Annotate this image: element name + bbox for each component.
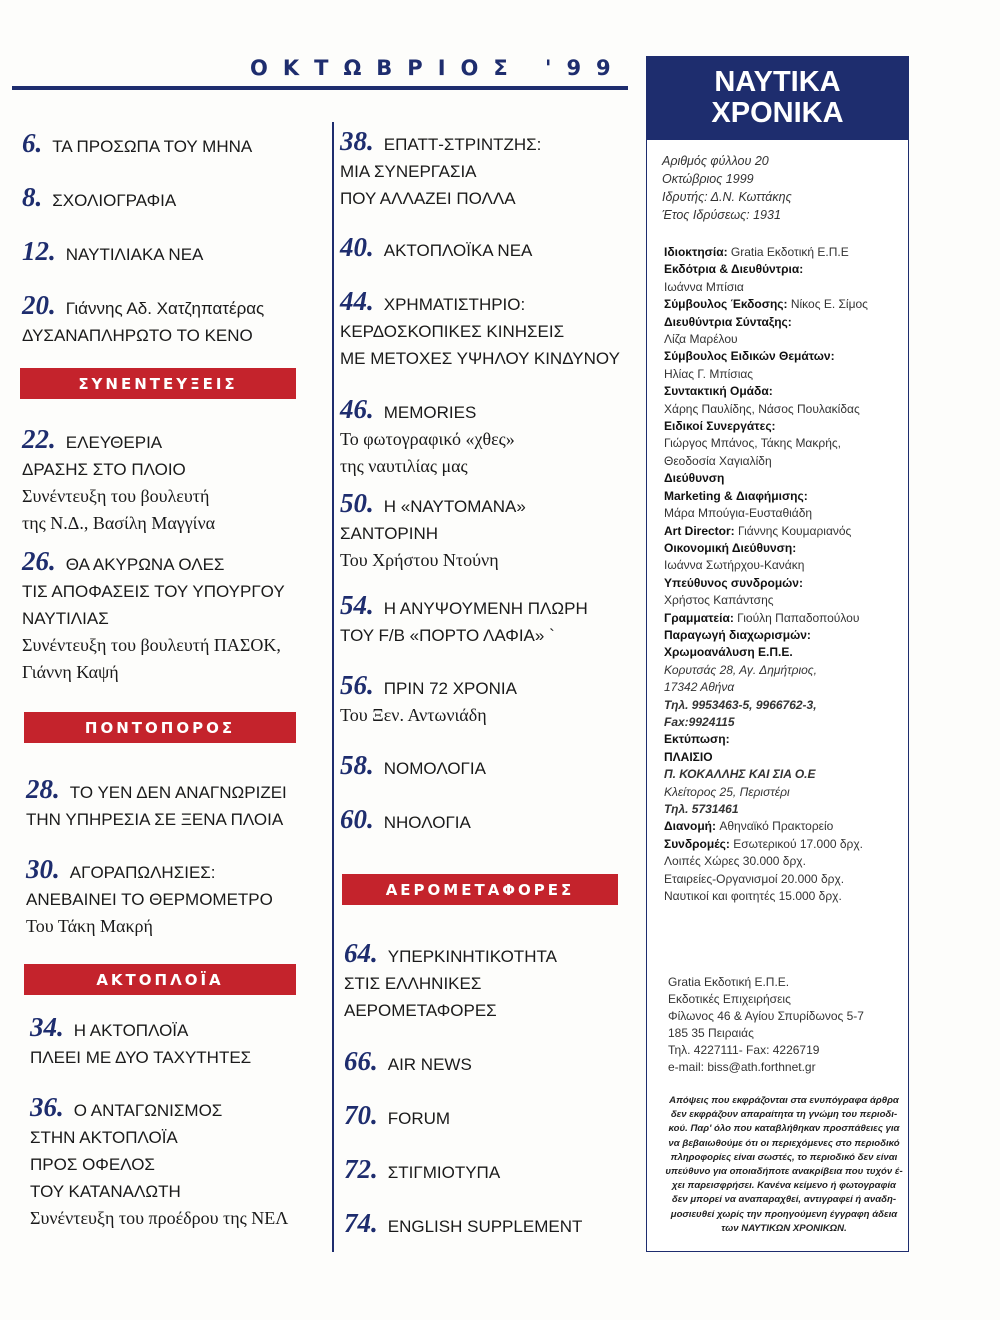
entry-title-line xyxy=(340,622,588,649)
disclaimer-line: των ΝΑΥΤΙΚΩΝ ΧΡΟΝΙΚΩΝ. xyxy=(721,1222,847,1234)
credit-line xyxy=(664,836,904,853)
entry-text: Ο ΑΝΤΑΓΩΝΙΣΜΟΣ xyxy=(73,1101,223,1120)
credit-value: Κορυτσάς 28, Αγ. Δημήτριος, xyxy=(664,662,817,677)
toc-entry[interactable] xyxy=(340,128,541,212)
credit-value: Θεοδοσία Χαγιαλίδη xyxy=(664,453,772,468)
entry-text: ΣΑΝΤΟΡΙΝΗ xyxy=(340,524,439,543)
section-band-ocean-going: ΠΟΝΤΟΠΟΡΟΣ xyxy=(24,712,296,743)
entry-text: ΕΠΑΤΤ-ΣΤΡΙΝΤΖΗΣ: xyxy=(383,135,542,154)
page-number: 44. xyxy=(340,286,374,316)
entry-title-line xyxy=(22,426,215,456)
toc-entry[interactable] xyxy=(344,1210,582,1240)
entry-title-line xyxy=(30,1094,288,1124)
credit-value: Γιάννης Κουμαριανός xyxy=(738,523,852,538)
entry-text: ΑΚΤΟΠΛΟΪΚΑ ΝΕΑ xyxy=(383,241,533,260)
credit-value: Λοιπές Χώρες 30.000 δρχ. xyxy=(664,854,806,869)
credit-role: Σύμβουλος Ειδικών Θεμάτων: xyxy=(664,349,835,364)
entry-title-line xyxy=(340,806,471,836)
toc-entry[interactable] xyxy=(22,238,203,268)
section-band-coastal-shipping: ΑΚΤΟΠΛΟΪΑ xyxy=(24,964,296,995)
page-number: 70. xyxy=(344,1100,378,1130)
credit-line xyxy=(664,662,904,679)
entry-text: ΣΤΗΝ ΑΚΤΟΠΛΟΪΑ xyxy=(30,1128,178,1147)
toc-entry[interactable] xyxy=(340,490,526,574)
credit-value: Εταιρείες-Οργανισμοί 20.000 δρχ. xyxy=(664,871,845,886)
credit-value: Γιούλη Παπαδοπούλου xyxy=(737,610,860,625)
credit-value: Κλείτορος 25, Περιστέρι xyxy=(664,784,790,799)
page-number: 28. xyxy=(26,774,60,804)
entry-text: ΑΕΡΟΜΕΤΑΦΟΡΕΣ xyxy=(344,1001,497,1020)
credit-role: Εκδότρια & Διευθύντρια: xyxy=(664,262,804,277)
entry-text: ΔΡΑΣΗΣ ΣΤΟ ΠΛΟΙΟ xyxy=(22,460,186,479)
entry-text: Το φωτογραφικό «χθες» xyxy=(340,429,515,449)
disclaimer-line: να βεβαιωθούμε ότι οι περιεχόμενες στο περιοδικό xyxy=(668,1137,900,1149)
page-number: 12. xyxy=(22,236,56,266)
section-band-interviews: ΣΥΝΕΝΤΕΥΞΕΙΣ xyxy=(20,368,296,399)
logo-line: ΝΑΥΤΙΚΑ xyxy=(714,66,841,98)
meta-line: Οκτώβριος 1999 xyxy=(662,172,754,186)
page-number: 8. xyxy=(22,182,43,212)
credit-line xyxy=(664,366,904,383)
entry-title-line xyxy=(26,886,273,913)
entry-text: ΤΑ ΠΡΟΣΩΠΑ ΤΟΥ ΜΗΝΑ xyxy=(52,137,253,156)
entry-title-line xyxy=(22,659,285,686)
toc-entry[interactable] xyxy=(340,288,620,372)
publisher-address xyxy=(668,974,864,1076)
toc-entry[interactable] xyxy=(340,752,486,782)
legal-disclaimer xyxy=(662,1094,906,1236)
toc-entry[interactable] xyxy=(22,548,285,686)
entry-text: ΕΛΕΥΘΕΡΙΑ xyxy=(65,433,163,452)
page-number: 46. xyxy=(340,394,374,424)
entry-text: AIR NEWS xyxy=(387,1055,472,1074)
entry-text: ΤΟΥ F/B «ΠΟΡΤΟ ΛΑΦΙΑ» ` xyxy=(340,626,555,645)
credit-line xyxy=(664,279,904,296)
address-line: Gratia Εκδοτική Ε.Π.Ε. xyxy=(668,975,790,989)
page-number: 20. xyxy=(22,290,56,320)
credit-line xyxy=(664,801,904,818)
entry-text: Συνέντευξη του βουλευτή xyxy=(22,486,210,506)
entry-text: ΤΟ ΥΕΝ ΔΕΝ ΑΝΑΓΝΩΡΙΖΕΙ xyxy=(69,783,287,802)
entry-text: ΤΙΣ ΑΠΟΦΑΣΕΙΣ ΤΟΥ ΥΠΟΥΡΓΟΥ xyxy=(22,582,285,601)
entry-text: ΠΡΙΝ 72 ΧΡΟΝΙΑ xyxy=(383,679,517,698)
credit-role: Art Director: xyxy=(664,523,739,538)
entry-title-line xyxy=(30,1124,288,1151)
entry-text: ΠΛΕΕΙ ΜΕ ΔΥΟ ΤΑΧΥΤΗΤΕΣ xyxy=(30,1048,252,1067)
entry-text: Συνέντευξη του βουλευτή ΠΑΣΟΚ, xyxy=(22,635,281,655)
entry-text: ΘΑ ΑΚΥΡΩΝΑ ΟΛΕΣ xyxy=(65,555,225,574)
entry-text: FORUM xyxy=(387,1109,451,1128)
disclaimer-line: μοσιευθεί χωρίς την προηγούμενη έγγραφη άδεια xyxy=(670,1208,898,1220)
entry-text: ΚΕΡΔΟΣΚΟΠΙΚΕΣ ΚΙΝΗΣΕΙΣ xyxy=(340,322,565,341)
disclaimer-line: Απόψεις που εκφράζονται στα ενυπόγραφα άρθρα xyxy=(669,1095,899,1106)
header-rule xyxy=(12,86,628,90)
address-line: Τηλ. 4227111- Fax: 4226719 xyxy=(668,1043,820,1057)
toc-entry[interactable] xyxy=(344,940,557,1024)
address-line: Εκδοτικές Επιχειρήσεις xyxy=(668,992,791,1006)
page-number: 56. xyxy=(340,670,374,700)
entry-title-line xyxy=(344,997,557,1024)
credit-role: Παραγωγή διαχωρισμών: xyxy=(664,627,811,642)
entry-title-line xyxy=(344,1102,450,1132)
credit-role: Σύμβουλος Έκδοσης: xyxy=(664,297,791,312)
entry-title-line xyxy=(340,672,517,702)
credit-role: Συντακτική Ομάδα: xyxy=(664,384,773,399)
credit-value: Αθηναϊκό Πρακτορείο xyxy=(719,819,834,834)
toc-entry[interactable] xyxy=(30,1014,251,1071)
address-line[interactable]: e-mail: biss@ath.forthnet.gr xyxy=(668,1060,816,1074)
credit-value: Τηλ. 9953463-5, 9966762-3, xyxy=(664,697,817,712)
entry-text: ΑΓΟΡΑΠΩΛΗΣΙΕΣ: xyxy=(69,863,216,882)
disclaimer-line: πληροφορίες είναι σωστές, το περιοδικό δεν είναι xyxy=(670,1151,898,1163)
credit-line xyxy=(664,749,904,766)
entry-text: ΝΑΥΤΙΛΙΑΚΑ ΝΕΑ xyxy=(65,245,204,264)
entry-title-line xyxy=(30,1178,288,1205)
credit-role: Ειδικοί Συνεργάτες: xyxy=(664,419,776,434)
entry-title-line xyxy=(340,185,541,212)
entry-title-line xyxy=(340,426,515,453)
credit-line xyxy=(664,627,904,644)
entry-title-line xyxy=(26,776,287,806)
entry-text: της ναυτιλίας μας xyxy=(340,456,468,476)
credit-line xyxy=(664,418,904,435)
disclaimer-line: δεν μπορεί να αναπαραχθεί, αντιγραφεί ή αναδη- xyxy=(671,1194,897,1206)
magazine-logo xyxy=(646,56,909,140)
toc-entry[interactable] xyxy=(22,130,252,160)
credit-value: Ναυτικοί και φοιτητές 15.000 δρχ. xyxy=(664,889,842,904)
entry-text: ΥΠΕΡΚΙΝΗΤΙΚΟΤΗΤΑ xyxy=(387,947,557,966)
credit-line xyxy=(664,784,904,801)
entry-title-line xyxy=(22,548,285,578)
entry-title-line xyxy=(344,970,557,997)
entry-title-line xyxy=(30,1205,288,1232)
credit-role: Χρωμοανάλυση Ε.Π.Ε. xyxy=(664,645,793,660)
toc-entry[interactable] xyxy=(22,292,264,349)
page-number: 34. xyxy=(30,1012,64,1042)
credit-line xyxy=(664,540,904,557)
entry-title-line xyxy=(26,856,273,886)
issue-month: ΟΚΤΩΒΡΙΟΣ '99 xyxy=(250,56,626,80)
credit-value: Ιωάννα Μπίσια xyxy=(664,279,744,294)
credit-line xyxy=(664,679,904,696)
credit-line xyxy=(664,575,904,592)
toc-entry[interactable] xyxy=(340,672,517,729)
entry-text: ENGLISH SUPPLEMENT xyxy=(387,1217,583,1236)
entry-title-line xyxy=(22,510,215,537)
entry-title-line xyxy=(340,345,620,372)
credit-role: Εκτύπωση: xyxy=(664,732,730,747)
credit-line xyxy=(664,244,904,261)
credit-line xyxy=(664,383,904,400)
page-number: 66. xyxy=(344,1046,378,1076)
entry-title-line xyxy=(340,752,486,782)
entry-title-line xyxy=(340,592,588,622)
meta-line: Ιδρυτής: Δ.Ν. Κωττάκης xyxy=(662,190,792,204)
page-number: 74. xyxy=(344,1208,378,1238)
credit-line xyxy=(664,731,904,748)
disclaimer-line: υπεύθυνο για οποιαδήποτε ανακρίβεια που τυχόν έ- xyxy=(665,1166,903,1178)
credit-line xyxy=(664,818,904,835)
entry-title-line xyxy=(22,483,215,510)
entry-title-line xyxy=(22,578,285,605)
entry-title-line xyxy=(344,1048,472,1078)
entry-title-line xyxy=(340,520,526,547)
toc-entry[interactable] xyxy=(344,1102,450,1132)
credit-value: Gratia Εκδοτική Ε.Π.Ε xyxy=(730,245,849,259)
entry-title-line xyxy=(22,238,203,268)
entry-text: ΧΡΗΜΑΤΙΣΤΗΡΙΟ: xyxy=(383,295,526,314)
credit-value: Ιωάννα Σωτήρχου-Κανάκη xyxy=(664,558,805,573)
entry-title-line xyxy=(340,234,532,264)
credit-line xyxy=(664,557,904,574)
entry-title-line xyxy=(344,1156,500,1186)
page-number: 6. xyxy=(22,128,43,158)
entry-title-line xyxy=(30,1014,251,1044)
entry-text: Του Τάκη Μακρή xyxy=(26,916,153,936)
entry-text: ΠΟΥ ΑΛΛΑΖΕΙ ΠΟΛΛΑ xyxy=(340,189,516,208)
credit-line xyxy=(664,853,904,870)
entry-text: ΤΟΥ ΚΑΤΑΝΑΛΩΤΗ xyxy=(30,1182,181,1201)
entry-text: ΑΝΕΒΑΙΝΕΙ ΤΟ ΘΕΡΜΟΜΕΤΡΟ xyxy=(26,890,273,909)
entry-title-line xyxy=(344,1210,582,1240)
page-number: 58. xyxy=(340,750,374,780)
entry-title-line xyxy=(340,318,620,345)
credit-line xyxy=(664,610,904,627)
entry-text: ΣΧΟΛΙΟΓΡΑΦΙΑ xyxy=(52,191,177,210)
toc-entry[interactable] xyxy=(30,1094,288,1232)
toc-entry[interactable] xyxy=(340,396,515,480)
credit-role: Ιδιοκτησία: xyxy=(664,245,731,259)
entry-text: ΣΤΙΓΜΙΟΤΥΠΑ xyxy=(387,1163,501,1182)
entry-text: ΜΕ ΜΕΤΟΧΕΣ ΥΨΗΛΟΥ ΚΙΝΔΥΝΟΥ xyxy=(340,349,620,368)
entry-title-line xyxy=(340,702,517,729)
page-number: 22. xyxy=(22,424,56,454)
entry-text: ΝΑΥΤΙΛΙΑΣ xyxy=(22,609,109,628)
credit-line xyxy=(664,871,904,888)
address-line: 185 35 Πειραιάς xyxy=(668,1026,754,1040)
page-number: 54. xyxy=(340,590,374,620)
entry-title-line xyxy=(22,292,264,322)
entry-text: ΤΗΝ ΥΠΗΡΕΣΙΑ ΣΕ ΞΕΝΑ ΠΛΟΙΑ xyxy=(26,810,284,829)
entry-text: Η ΑΚΤΟΠΛΟΪΑ xyxy=(73,1021,189,1040)
entry-text: Του Χρήστου Ντούνη xyxy=(340,550,499,570)
credit-role: Διευθύντρια Σύνταξης: xyxy=(664,314,792,329)
disclaimer-line: δεν εκφράζουν απαραίτητα τη γνώμη του περιοδι- xyxy=(670,1109,898,1121)
entry-title-line xyxy=(22,632,285,659)
section-band-air-transport: ΑΕΡΟΜΕΤΑΦΟΡΕΣ xyxy=(342,874,618,905)
credit-line xyxy=(664,488,904,505)
page-number: 50. xyxy=(340,488,374,518)
entry-text: ΝΟΜΟΛΟΓΙΑ xyxy=(383,759,486,778)
entry-text: Γιάννη Καψή xyxy=(22,662,119,682)
toc-entry[interactable] xyxy=(340,234,532,264)
credits-list xyxy=(664,244,904,905)
page-number: 36. xyxy=(30,1092,64,1122)
credit-line xyxy=(664,331,904,348)
entry-title-line xyxy=(340,128,541,158)
toc-entry[interactable] xyxy=(344,1156,500,1186)
column-divider xyxy=(332,122,334,1252)
credit-role: Διεύθυνση xyxy=(664,471,725,486)
credit-value: Νίκος Ε. Σίμος xyxy=(790,297,868,312)
disclaimer-line: χει παρεισφρήσει. Κανένα κείμενο ή φωτογραφία xyxy=(672,1180,896,1192)
entry-title-line xyxy=(22,184,176,214)
entry-text: ΝΗΟΛΟΓΙΑ xyxy=(383,813,471,832)
credit-line xyxy=(664,714,904,731)
credit-line xyxy=(664,470,904,487)
credit-line xyxy=(664,697,904,714)
entry-text: Γιάννης Αδ. Χατζηπατέρας xyxy=(65,299,265,318)
logo-line: ΧΡΟΝΙΚΑ xyxy=(711,97,844,129)
credit-line xyxy=(664,592,904,609)
entry-title-line xyxy=(22,322,264,349)
credit-value: Ηλίας Γ. Μπίσιας xyxy=(664,366,754,381)
meta-line: Έτος Ιδρύσεως: 1931 xyxy=(662,208,781,222)
credit-line xyxy=(664,453,904,470)
credit-line xyxy=(664,435,904,452)
toc-entry[interactable] xyxy=(340,592,588,649)
entry-title-line xyxy=(22,605,285,632)
entry-text: Η «ΝΑΥΤΟΜΑΝΑ» xyxy=(383,497,526,516)
toc-entry[interactable] xyxy=(344,1048,472,1078)
entry-title-line xyxy=(22,130,252,160)
entry-text: Συνέντευξη του προέδρου της ΝΕΛ xyxy=(30,1208,289,1228)
disclaimer-line: κού. Παρ' όλο που καταβλήθηκαν προσπάθειες για xyxy=(668,1123,900,1135)
credit-value: Χάρης Παυλίδης, Νάσος Πουλακίδας xyxy=(664,401,860,416)
entry-text: MEMORIES xyxy=(383,403,477,422)
credit-line xyxy=(664,261,904,278)
page-number: 30. xyxy=(26,854,60,884)
entry-title-line xyxy=(22,456,215,483)
entry-title-line xyxy=(340,547,526,574)
credit-line xyxy=(664,348,904,365)
entry-title-line xyxy=(26,806,287,833)
entry-title-line xyxy=(30,1044,251,1071)
entry-text: ΠΡΟΣ ΟΦΕΛΟΣ xyxy=(30,1155,155,1174)
entry-text: της Ν.Δ., Βασίλη Μαγγίνα xyxy=(22,513,216,533)
toc-entry[interactable] xyxy=(26,776,287,833)
credit-line xyxy=(664,296,904,313)
credit-value: Χρήστος Καπάντσης xyxy=(664,593,774,608)
credit-value: Π. ΚΟΚΑΛΛΗΣ ΚΑΙ ΣΙΑ Ο.Ε xyxy=(664,767,816,782)
credit-value: Fax:9924115 xyxy=(664,714,735,729)
toc-entry[interactable] xyxy=(340,806,471,836)
credit-value: Λίζα Μαρέλου xyxy=(664,332,738,347)
entry-title-line xyxy=(340,396,515,426)
credit-role: Οικονομική Διεύθυνση: xyxy=(664,540,797,555)
entry-text: ΜΙΑ ΣΥΝΕΡΓΑΣΙΑ xyxy=(340,162,477,181)
page-number: 26. xyxy=(22,546,56,576)
credit-role: Υπεύθυνος συνδρομών: xyxy=(664,575,803,590)
page-number: 40. xyxy=(340,232,374,262)
entry-text: Του Ξεν. Αντωνιάδη xyxy=(340,705,487,725)
credit-role: Συνδρομές: xyxy=(664,836,734,851)
page-number: 64. xyxy=(344,938,378,968)
credit-line xyxy=(664,314,904,331)
credit-line xyxy=(664,644,904,661)
credit-value: Γιώργος Μπάνος, Τάκης Μακρής, xyxy=(664,436,841,451)
page-number: 60. xyxy=(340,804,374,834)
credit-line xyxy=(664,401,904,418)
credit-value: Τηλ. 5731461 xyxy=(664,802,739,816)
credit-role: Διανομή: xyxy=(664,819,720,834)
toc-entry[interactable] xyxy=(26,856,273,940)
credit-line xyxy=(664,766,904,783)
toc-entry[interactable] xyxy=(22,184,176,214)
entry-title-line xyxy=(26,913,273,940)
entry-title-line xyxy=(30,1151,288,1178)
entry-text: ΣΤΙΣ ΕΛΛΗΝΙΚΕΣ xyxy=(344,974,482,993)
entry-title-line xyxy=(344,940,557,970)
entry-text: Η ΑΝΥΨΟΥΜΕΝΗ ΠΛΩΡΗ xyxy=(383,599,588,618)
toc-entry[interactable] xyxy=(22,426,215,537)
entry-title-line xyxy=(340,288,620,318)
credit-role: ΠΛΑΙΣΙΟ xyxy=(664,749,713,764)
page-number: 72. xyxy=(344,1154,378,1184)
page-number: 38. xyxy=(340,126,374,156)
entry-title-line xyxy=(340,158,541,185)
credit-line xyxy=(664,888,904,905)
entry-text: ΔΥΣΑΝΑΠΛΗΡΩΤΟ ΤΟ ΚΕΝΟ xyxy=(22,326,253,345)
credit-value: 17342 Αθήνα xyxy=(664,680,735,695)
address-line: Φίλωνος 46 & Αγίου Σπυρίδωνος 5-7 xyxy=(668,1009,864,1023)
credit-role: Γραμματεία: xyxy=(664,610,738,625)
credit-line xyxy=(664,505,904,522)
credit-role: Marketing & Διαφήμισης: xyxy=(664,488,808,503)
credit-value: Εσωτερικού 17.000 δρχ. xyxy=(733,836,864,851)
entry-title-line xyxy=(340,453,515,480)
meta-line: Αριθμός φύλλου 20 xyxy=(662,154,769,168)
credit-line xyxy=(664,523,904,540)
credit-value: Μάρα Μπούγια-Ευσταθιάδη xyxy=(664,506,813,521)
issue-meta xyxy=(662,152,792,224)
entry-title-line xyxy=(340,490,526,520)
